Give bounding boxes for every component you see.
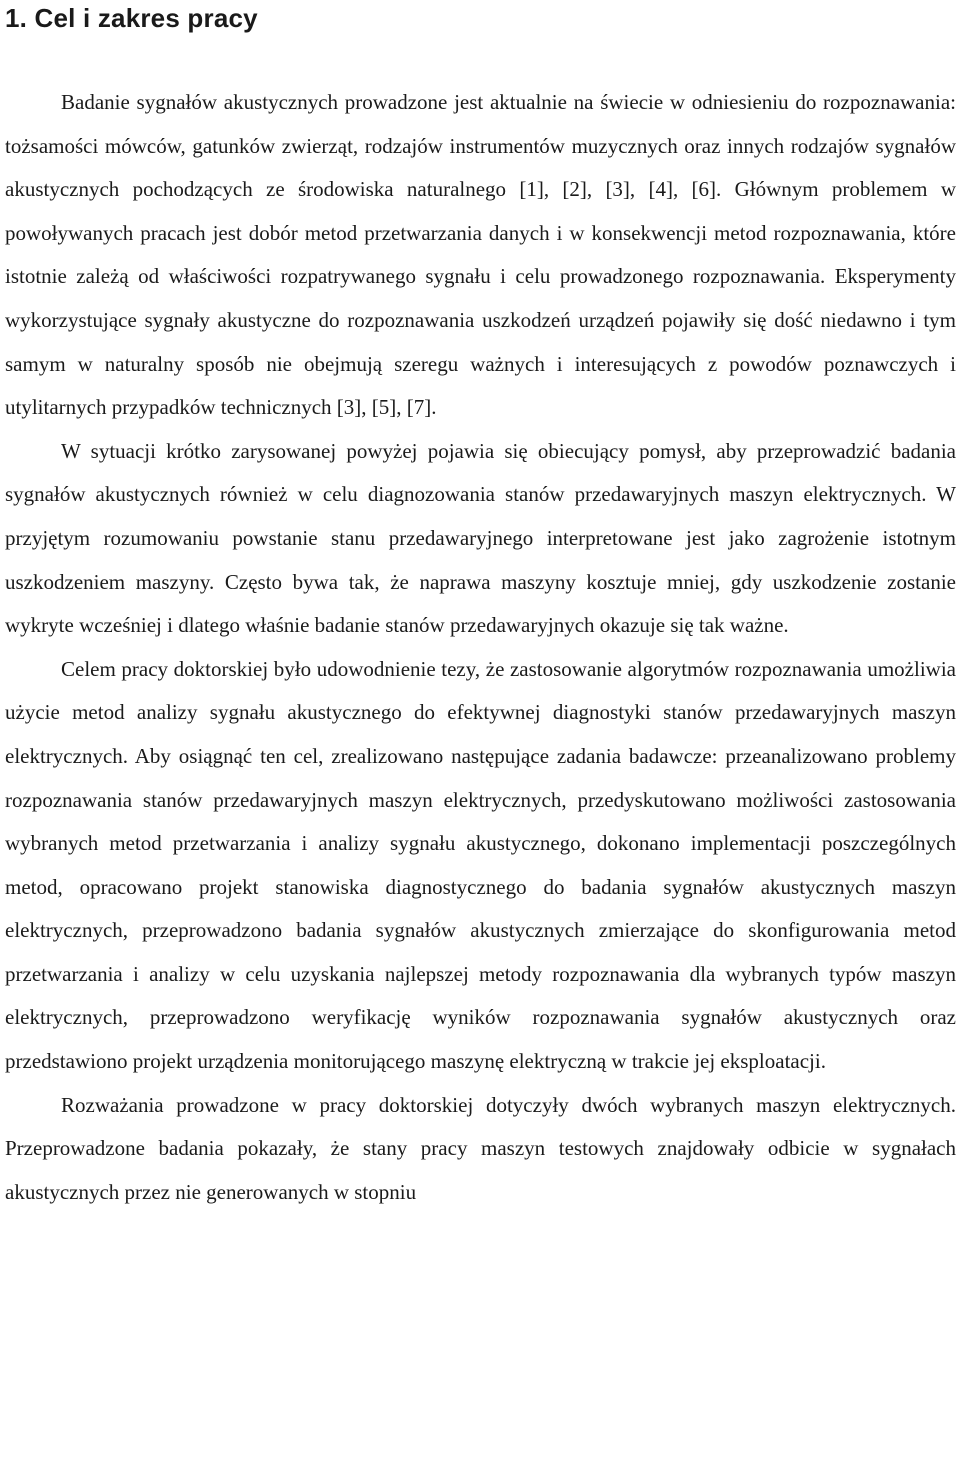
paragraph-2: W sytuacji krótko zarysowanej powyżej pojawia się obiecujący pomysł, aby przeprowadzić badania sygnałów akustycznych również w celu diagnozowania stanów przedawaryjnych maszyn elektrycznych. W przyjętym rozumowaniu powstanie stanu przedawaryjnego interpretowane jest jako zagrożenie istotnym uszkodzeniem maszyny. Często bywa tak, że naprawa maszyny kosztuje mniej, gdy uszkodzenie zostanie wykryte wcześniej i dlatego właśnie badanie stanów przedawaryjnych okazuje się tak ważne. <box>5 438 956 638</box>
body-text <box>5 81 956 1214</box>
paragraph-4: Rozważania prowadzone w pracy doktorskiej dotyczyły dwóch wybranych maszyn elektrycznych. Przeprowadzone badania pokazały, że stany pracy maszyn testowych znajdowały odbicie w sygnałach akustycznych przez nie generowanych w stopniu <box>5 1092 956 1204</box>
paragraph-1: Badanie sygnałów akustycznych prowadzone jest aktualnie na świecie w odniesieniu do rozpoznawania: tożsamości mówców, gatunków zwierząt, rodzajów instrumentów muzycznych oraz innych rodzajów sygnałów akustycznych pochodzących ze środowiska naturalnego [1], [2], [3], [4], [6]. Głównym problemem w powoływanych pracach jest dobór metod przetwarzania danych i w konsekwencji metod rozpoznawania, które istotnie zależą od właściwości rozpatrywanego sygnału i celu prowadzonego rozpoznawania. Eksperymenty wykorzystujące sygnały akustyczne do rozpoznawania uszkodzeń urządzeń pojawiły się dość niedawno i tym samym w naturalny sposób nie obejmują szeregu ważnych i interesujących z powodów poznawczych i utylitarnych przypadków technicznych [3], [5], [7]. <box>5 90 956 420</box>
section-title: 1. Cel i zakres pracy <box>5 3 258 33</box>
paragraph-3: Celem pracy doktorskiej było udowodnienie tezy, że zastosowanie algorytmów rozpoznawania umożliwia użycie metod analizy sygnału akustycznego do efektywnej diagnostyki stanów przedawaryjnych maszyn elektrycznych. Aby osiągnąć ten cel, zrealizowano następujące zadania badawcze: przeanalizowano problemy rozpoznawania stanów przedawaryjnych maszyn elektrycznych, przedyskutowano możliwości zastosowania wybranych metod przetwarzania i analizy sygnału akustycznego, dokonano implementacji poszczególnych metod, opracowano projekt stanowiska diagnostycznego do badania sygnałów akustycznych maszyn elektrycznych, przeprowadzono badania sygnałów akustycznych zmierzające do skonfigurowania metod przetwarzania i analizy w celu uzyskania najlepszej metody rozpoznawania dla wybranych typów maszyn elektrycznych, przeprowadzono weryfikację wyników rozpoznawania sygnałów akustycznych oraz przedstawiono projekt urządzenia monitorującego maszynę elektryczną w trakcie jej eksploatacji. <box>5 656 956 1074</box>
